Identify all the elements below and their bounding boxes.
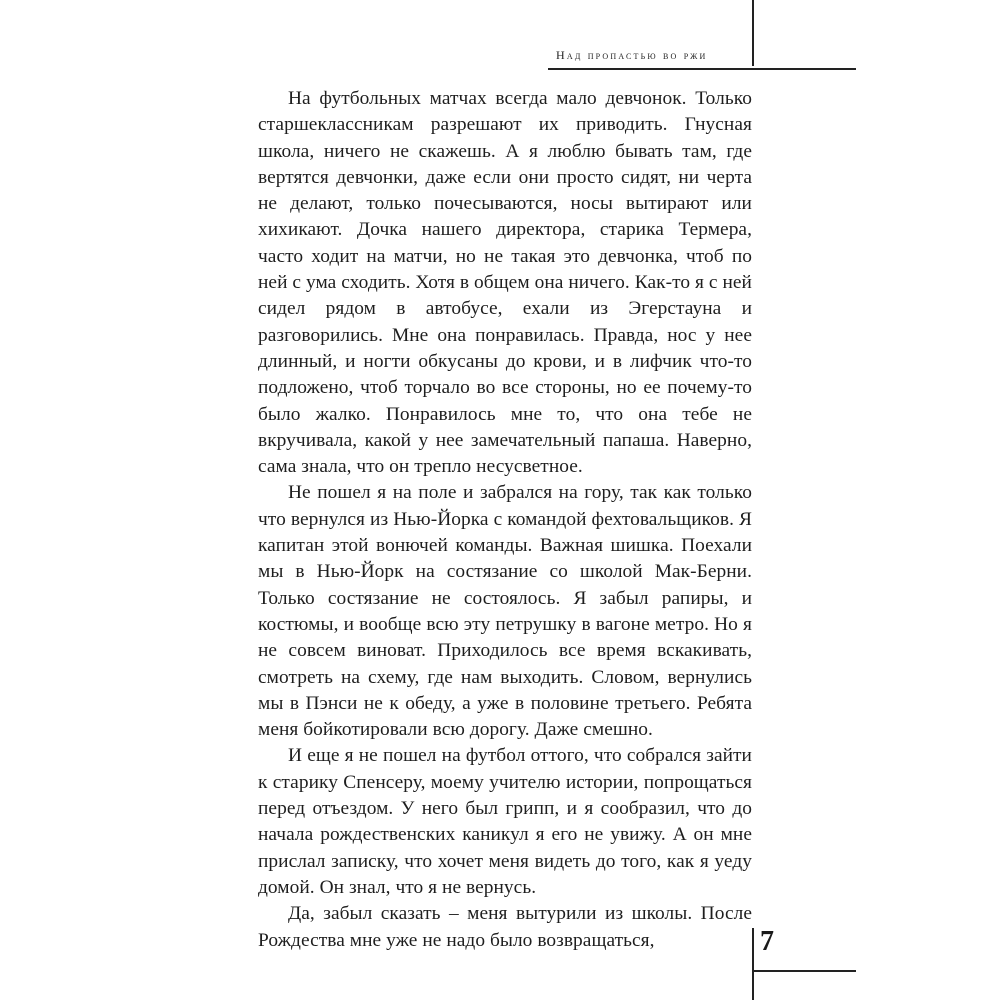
- paragraph-1: На футбольных матчах всегда мало девчонок. Только старшеклассникам разрешают их приводить. Гнусная школа, ничего не скажешь. А я люблю бывать там, где вертятся девчонки, даже если они просто сидят, ни черта не делают, только почесываются, носы вытирают или хихикают. Дочка нашего директора, старика Термера, часто ходит на матчи, но не такая это девчонка, чтоб по ней с ума сходить. Хотя в общем она ничего. Как-то я с ней сидел рядом в автобусе, ехали из Эгерстауна и разговорились. Мне она понравилась. Правда, нос у нее длинный, и ногти обкусаны до крови, и в лифчик что-то подложено, чтоб торчало во все стороны, но ее почему-то было жалко. Понравилось мне то, что она тебе не вкручивала, какой у нее замечательный папаша. Наверно, сама знала, что он трепло несусветное.: [258, 88, 752, 478]
- paragraph-2: Не пошел я на поле и забрался на гору, так как только что вернулся из Нью-Йорка с командой фехтовальщиков. Я капитан этой вонючей команды. Важная шишка. Поехали мы в Нью-Йорк на состязание со школой Мак-Берни. Только состязание не состоялось. Я забыл рапиры, и костюмы, и вообще всю эту петрушку в вагоне метро. Но я не совсем виноват. Приходилось все время вскакивать, смотреть на схему, где нам выходить. Словом, вернулись мы в Пэнси не к обеду, а уже в половине третьего. Ребята меня бойкотировали всю дорогу. Даже смешно.: [258, 482, 752, 741]
- footer-vertical-rule: [752, 928, 754, 1000]
- page-number: 7: [760, 926, 774, 957]
- paragraph-3: И еще я не пошел на футбол оттого, что собрался зайти к старику Спенсеру, моему учителю истории, попрощаться перед отъездом. У него был грипп, и я сообразил, что до начала рождественских каникул я его не увижу. А он мне прислал записку, что хочет меня видеть до того, как я уеду домой. Он знал, что я не вернусь.: [258, 745, 752, 898]
- paragraph-4: Да, забыл сказать – меня вытурили из школы. После Рождества мне уже не надо было возвращаться,: [258, 903, 752, 951]
- footer-horizontal-rule: [752, 970, 856, 972]
- running-head: Над пропастью во ржи: [556, 48, 708, 62]
- header-horizontal-rule: [548, 68, 856, 70]
- header-vertical-rule: [752, 0, 754, 66]
- body-text: [258, 86, 752, 954]
